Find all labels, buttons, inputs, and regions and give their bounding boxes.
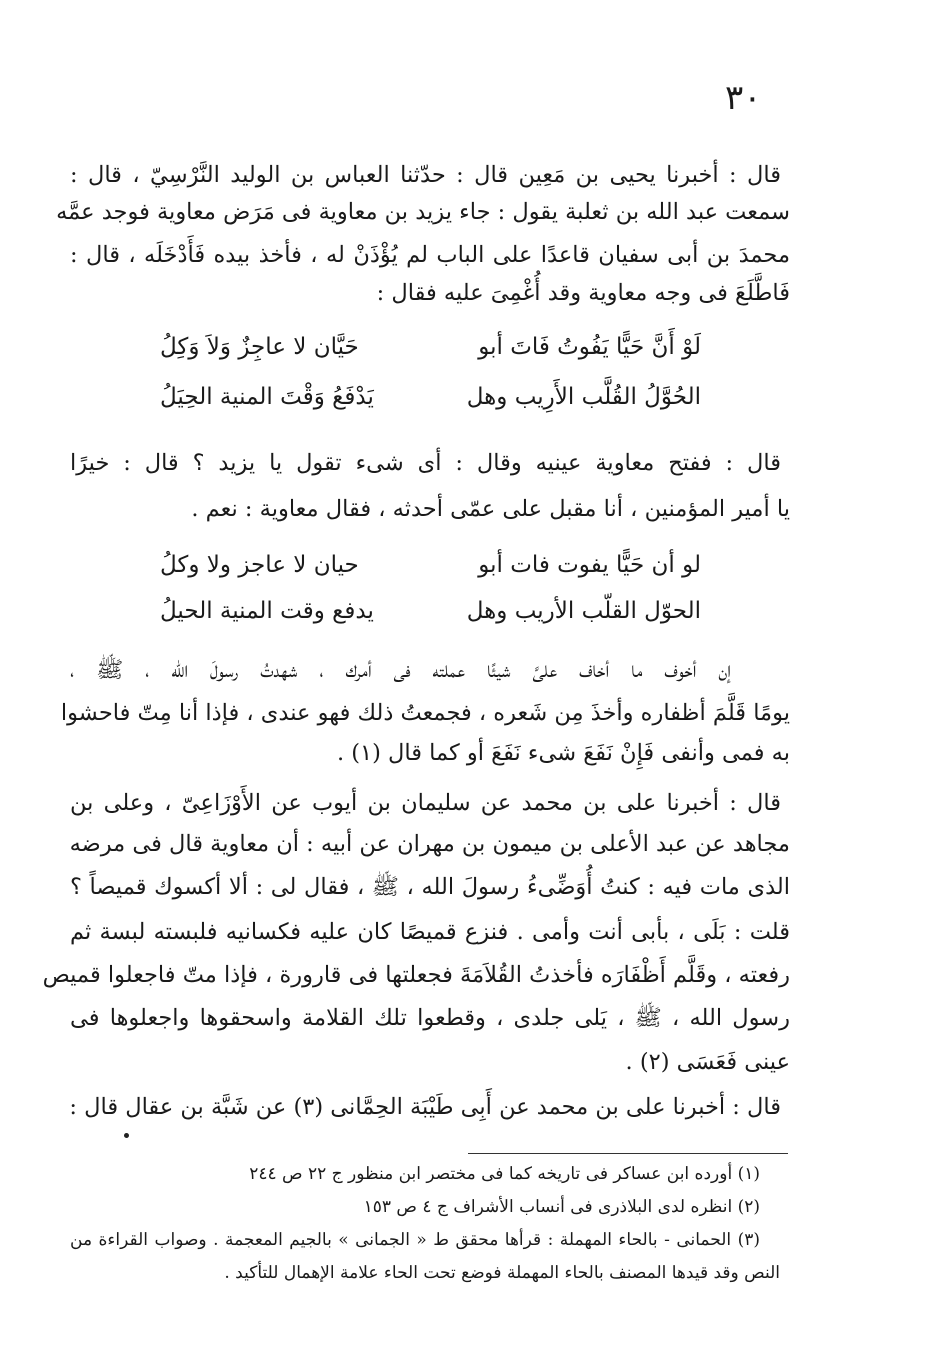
body-line: عينى فَعَسَى (٢) . [625,1049,790,1075]
print-speck [124,1133,129,1138]
verse-hemistich-left: يَدْفَعُ وَقْتَ المنية الحِيَلُ [160,384,374,410]
verse-hemistich-left: يدفع وقت المنية الحيلُ [160,598,374,624]
footnote: (٣) الحمانى - بالحاء المهملة : قرأها محقق ط « الجمانى » بالجيم المعجمة . وصواب القراءة من [70,1230,760,1250]
body-line: الذى مات فيه : كنتُ أُوَضِّىءُ رسولَ الله ، ﷺ ، فقال لى : ألا أكسوك قميصاً ؟ [70,874,790,900]
body-line: قلت : بَلَى ، بأبى أنت وأمى . فنزع قميصًا كان عليه فكسانيه فلبسته لبسة ثم [70,919,790,945]
body-line: يا أمير المؤمنين ، أنا مقبل على عمّى أحدثه ، فقال معاوية : نعم . [191,496,790,522]
verse-hemistich-right: الحُوَّلُ القُلَّب الأَرِيب وهل [466,384,701,410]
body-line: سمعت عبد الله بن ثعلبة يقول : جاء يزيد بن معاوية فى مَرَض معاوية فوجد عمَّه [56,199,790,225]
footnote: النص وقد قيدها المصنف بالحاء المهملة فوضع تحت الحاء علامة الإهمال للتأكيد . [224,1263,780,1283]
body-line: به فمى وأنفى فَإِنْ نَفَعَ شىء نَفَعَ أو كما قال (١) . [336,740,790,766]
verse-hemistich-left: حَيَّان لا عاجِزٌ وَلاَ وَكِلُ [160,334,359,360]
body-line: قال : أخبرنا يحيى بن مَعِين قال : حدّثنا العباس بن الوليد النَّرْسِيّ ، قال : [70,162,781,188]
footnote: (٢) انظره لدى البلاذرى فى أنساب الأشراف ج ٤ ص ١٥٣ [363,1197,760,1217]
body-line: رسول الله ، ﷺ ، يَلى جلدى ، وقطعوا تلك القلامة واسحقوها واجعلوها فى [70,1005,790,1031]
page-number: ٣٠ [725,78,762,118]
body-line: مجاهد عن عبد الأعلى بن ميمون بن مهران عن أبيه : أن معاوية قال فى مرضه [69,831,790,857]
body-line: قال : ففتح معاوية عينيه وقال : أى شىء تقول يا يزيد ؟ قال : خيرًا [70,450,781,476]
body-line: يومًا قَلَّمَ أظفاره وأخذَ مِن شَعره ، فجمعتُ ذلك فهو عندى ، فإذا أنا مِتّ فاحشوا [60,700,790,726]
body-line: إن أخوف ما أخاف علىَّ شيئًا عملته فى أمرك ، شهدتُ رسولَ الله ، ﷺ ، [70,657,731,683]
footnote-rule [468,1153,788,1154]
verse-hemistich-right: الحوّل القلّب الأريب وهل [466,598,701,624]
verse-hemistich-right: لو أن حَيًّا يفوت فات أبو [478,552,701,578]
footnote: (١) أورده ابن عساكر فى تاريخه كما فى مختصر ابن منظور ج ٢٢ ص ٢٤٤ [249,1164,760,1184]
body-line: قال : أخبرنا على بن محمد عن أَبِى طَيْبَة الحِمَّانى (٣) عن شَبَّة بن عقال قال : [69,1094,781,1120]
body-line: فَاطَّلَعَ فى وجه معاوية وقد أُغْمِىَ عليه فقال : [376,280,790,306]
body-line: قال : أخبرنا على بن محمد عن سليمان بن أيوب عن الأَوْزَاعِىّ ، وعلى بن [70,790,781,816]
verse-hemistich-left: حيان لا عاجز ولا وكلُ [160,552,359,578]
body-line: محمدَ بن أبى سفيان قاعدًا على الباب لم يُؤْذَنْ له ، فأخذ بيده فَأَدْخَلَه ، قال : [70,242,790,268]
body-line: رفعته ، وقَلَّم أَظْفَارَه فأخذتُ القُلاَمَةَ فجعلتها فى قارورة ، فإذا متّ فاجعلوا قميص [42,962,790,988]
verse-hemistich-right: لَوْ أَنَّ حَيًّا يَفُوتُ فَاتَ أبو [478,334,701,360]
